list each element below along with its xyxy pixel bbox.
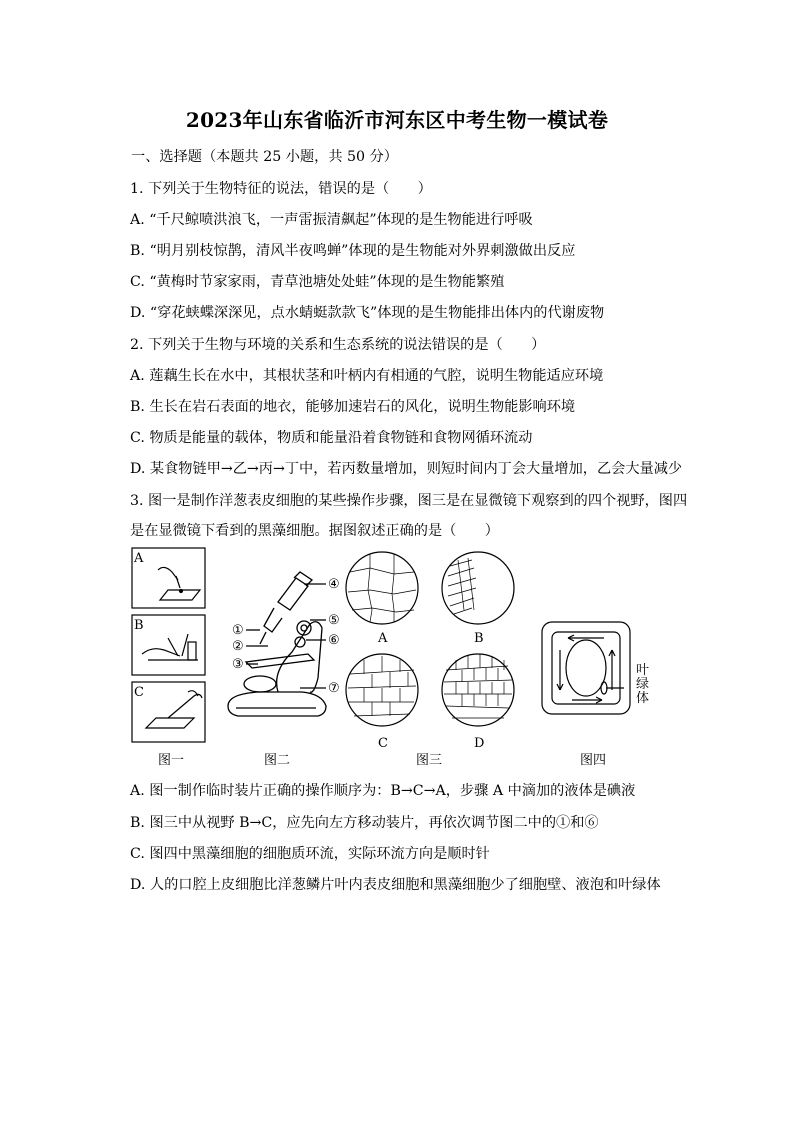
fig2-part-7: ⑦: [328, 681, 340, 696]
fig1-label-a: A: [134, 551, 144, 566]
caption-figure-4: 图四: [580, 753, 607, 768]
caption-figure-1: 图一: [158, 753, 185, 768]
q1-option-b: B. “明月别枝惊鹊，清风半夜鸣蝉”体现的是生物能对外界刺激做出反应: [130, 243, 576, 259]
fig2-part-3: ③: [232, 657, 244, 672]
fig2-part-4: ④: [328, 577, 340, 592]
section-heading: 一、选择题（本题共 25 小题，共 50 分）: [131, 149, 398, 165]
caption-figure-2: 图二: [264, 753, 291, 768]
q2-option-d: D. 某食物链甲→乙→丙→丁中，若丙数量增加，则短时间内丁会大量增加，乙会大量减少: [130, 461, 683, 477]
q1-option-a: A. “千尺鲸喷洪浪飞，一声雷振清飙起”体现的是生物能进行呼吸: [130, 212, 533, 228]
fig2-part-6: ⑥: [328, 633, 340, 648]
q3-option-d: D. 人的口腔上皮细胞比洋葱鳞片叶内表皮细胞和黑藻细胞少了细胞壁、液泡和叶绿体: [130, 877, 661, 893]
question-3-stem-line-2: 是在显微镜下看到的黑藻细胞。据图叙述正确的是（ ）: [130, 523, 499, 539]
q1-option-d: D. “穿花蛱蝶深深见，点水蜻蜓款款飞”体现的是生物能排出体内的代谢废物: [130, 305, 605, 321]
exam-title: 2023年山东省临沂市河东区中考生物一模试卷: [185, 108, 609, 132]
question-3-stem-line-1: 3. 图一是制作洋葱表皮细胞的某些操作步骤，图三是在显微镜下观察到的四个视野，图四: [130, 493, 688, 509]
fig1-label-c: C: [134, 685, 144, 700]
q3-option-b: B. 图三中从视野 B→C，应先向左方移动装片，再依次调节图二中的①和⑥: [130, 815, 599, 831]
caption-figure-3: 图三: [416, 753, 443, 768]
fig4-label-char-2: 绿: [636, 677, 650, 692]
fig2-part-1: ①: [232, 623, 244, 638]
fig1-label-b: B: [134, 618, 144, 633]
fig4-label-char-3: 体: [636, 691, 650, 706]
fig2-part-2: ②: [232, 639, 244, 654]
fig3-view-a: A: [378, 631, 388, 646]
question-3-figures: [128, 542, 668, 770]
question-2-stem: 2. 下列关于生物与环境的关系和生态系统的说法错误的是（ ）: [130, 337, 546, 353]
figure-1-steps: [132, 548, 205, 742]
q2-option-c: C. 物质是能量的载体，物质和能量沿着食物链和食物网循环流动: [130, 430, 533, 446]
fig3-view-b: B: [474, 631, 484, 646]
fig4-label-char-1: 叶: [636, 663, 650, 678]
fig2-part-5: ⑤: [328, 613, 340, 628]
fig3-view-c: C: [378, 736, 388, 751]
q3-option-c: C. 图四中黑藻细胞的细胞质环流，实际环流方向是顺时针: [130, 846, 490, 862]
q1-option-c: C. “黄梅时节家家雨，青草池塘处处蛙”体现的是生物能繁殖: [130, 274, 505, 290]
q2-option-b: B. 生长在岩石表面的地衣，能够加速岩石的风化，说明生物能影响环境: [130, 399, 576, 415]
question-1-stem: 1. 下列关于生物特征的说法，错误的是（ ）: [130, 181, 432, 197]
figure-3-views: [346, 552, 514, 726]
figure-4-cell: [542, 622, 630, 714]
fig3-view-d: D: [474, 736, 485, 751]
q3-option-a: A. 图一制作临时装片正确的操作顺序为：B→C→A，步骤 A 中滴加的液体是碘液: [130, 783, 636, 799]
q2-option-a: A. 莲藕生长在水中，其根状茎和叶柄内有相通的气腔，说明生物能适应环境: [130, 368, 604, 384]
